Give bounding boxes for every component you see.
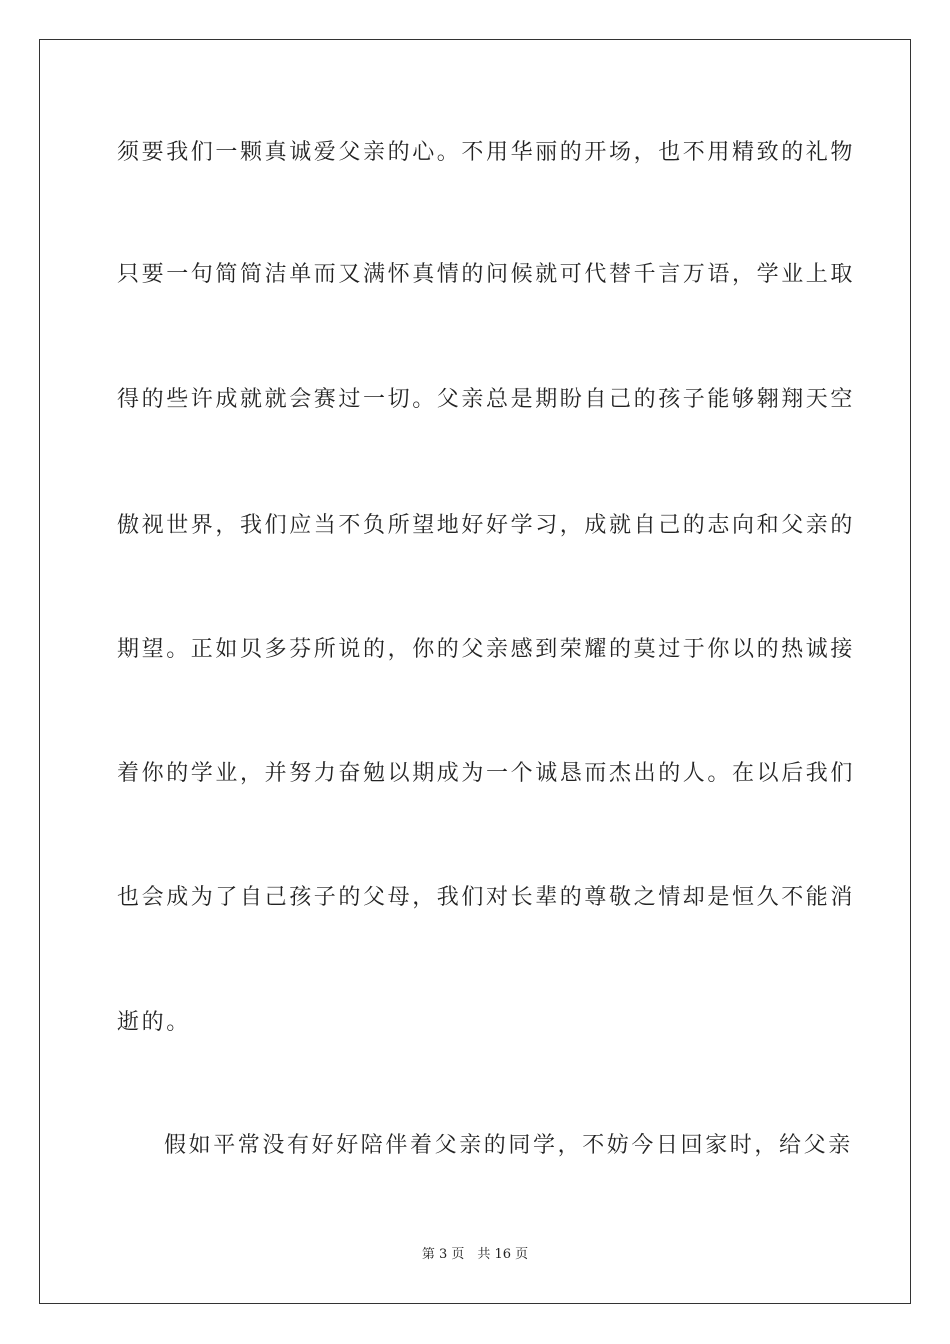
paragraph-start-line: 假如平常没有好好陪伴着父亲的同学，不妨今日回家时，给父亲 xyxy=(164,1133,853,1158)
body-text-line: 也会成为了自己孩子的父母，我们对长辈的尊敬之情却是恒久不能消 xyxy=(117,885,856,910)
body-text-line: 须要我们一颗真诚爱父亲的心。不用华丽的开场，也不用精致的礼物 xyxy=(117,140,856,165)
body-text-line: 傲视世界，我们应当不负所望地好好学习，成就自己的志向和父亲的 xyxy=(117,513,856,538)
body-text-line: 着你的学业，并努力奋勉以期成为一个诚恳而杰出的人。在以后我们 xyxy=(117,761,856,786)
page-number: 第 3 页 共 16 页 xyxy=(421,1247,529,1262)
page-border xyxy=(39,39,911,1304)
body-text-line: 得的些许成就就会赛过一切。父亲总是期盼自己的孩子能够翱翔天空 xyxy=(117,387,856,412)
body-text-line: 期望。正如贝多芬所说的，你的父亲感到荣耀的莫过于你以的热诚接 xyxy=(117,637,856,662)
body-text-line: 只要一句简简洁单而又满怀真情的问候就可代替千言万语，学业上取 xyxy=(117,262,856,287)
body-text-line: 逝的。 xyxy=(117,1010,191,1035)
